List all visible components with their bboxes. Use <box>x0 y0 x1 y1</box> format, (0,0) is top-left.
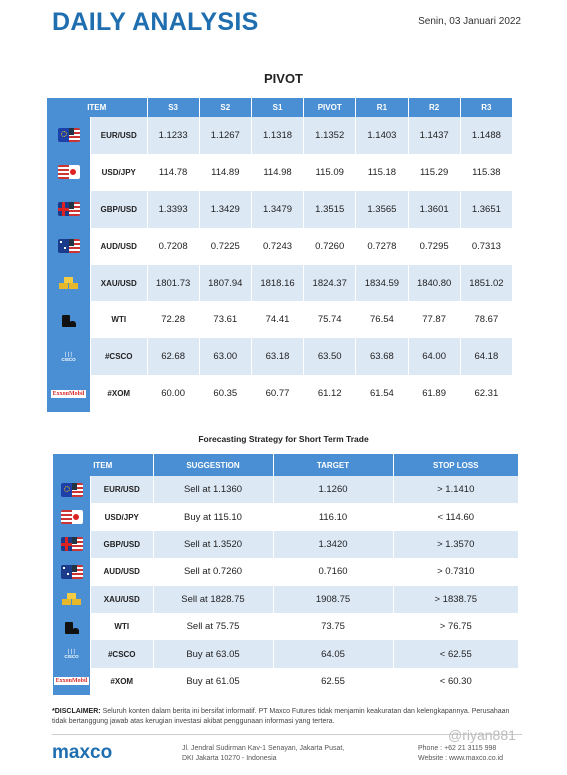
pivot-value-cell: 1.1267 <box>199 117 251 154</box>
pivot-item-label: #XOM <box>107 389 131 399</box>
stop-loss-cell: < 114.60 <box>393 503 519 530</box>
disclaimer-label: *DISCLAIMER: <box>52 708 101 715</box>
forecast-col-header: ITEM <box>53 454 153 476</box>
pivot-value-cell: 61.89 <box>408 375 460 412</box>
exxonmobil-logo-icon: ExxonMobil <box>52 390 85 397</box>
forecast-row <box>53 558 519 585</box>
maxco-logo: maxco <box>52 742 113 763</box>
pivot-value-cell: 1851.02 <box>460 265 512 302</box>
forecast-row <box>53 531 519 558</box>
target-cell: 116.10 <box>273 503 393 530</box>
forecast-item-label: XAU/USD <box>103 594 140 604</box>
pivot-col-header: R1 <box>356 98 408 117</box>
stop-loss-cell: > 1.1410 <box>393 476 519 503</box>
pivot-value-cell: 1834.59 <box>356 265 408 302</box>
pivot-value-cell: 1824.37 <box>304 265 356 302</box>
pivot-value-cell: 0.7295 <box>408 228 460 265</box>
forecast-item-cell <box>53 586 153 613</box>
pivot-value-cell: 77.87 <box>408 301 460 338</box>
pivot-col-header: ITEM <box>47 98 147 117</box>
pivot-value-cell: 73.61 <box>199 301 251 338</box>
gold-bars-icon <box>62 593 82 605</box>
pivot-item-cell <box>47 265 147 302</box>
pivot-value-cell: 1807.94 <box>199 265 251 302</box>
phone: Phone : +62 21 3115 998 <box>418 745 497 752</box>
pivot-row <box>47 301 513 338</box>
pivot-value-cell: 1.1437 <box>408 117 460 154</box>
pivot-value-cell: 60.77 <box>251 375 303 412</box>
stop-loss-cell: > 0.7310 <box>393 558 519 585</box>
gb-us-flag-icon <box>61 537 83 551</box>
stop-loss-cell: > 1.3570 <box>393 531 519 558</box>
pivot-item-label: USD/JPY <box>101 167 136 177</box>
pivot-value-cell: 64.00 <box>408 338 460 375</box>
forecast-item-cell <box>53 558 153 585</box>
pivot-value-cell: 1.3393 <box>147 191 199 228</box>
au-us-flag-icon <box>61 565 83 579</box>
pivot-row <box>47 154 513 191</box>
suggestion-cell: Sell at 1828.75 <box>153 586 273 613</box>
pivot-value-cell: 0.7208 <box>147 228 199 265</box>
address-line-1: Jl. Jendral Sudirman Kav-1 Senayan, Jakarta Pusat, <box>182 745 345 752</box>
forecast-item-cell <box>53 503 153 530</box>
exxonmobil-logo-icon: ExxonMobil <box>55 678 88 685</box>
website-link[interactable]: Website : www.maxco.co.id <box>418 755 504 762</box>
forecast-row <box>53 640 519 667</box>
pivot-value-cell: 1.1352 <box>304 117 356 154</box>
forecast-item-cell <box>53 531 153 558</box>
forecast-row <box>53 586 519 613</box>
forecast-row <box>53 668 519 695</box>
pivot-item-cell <box>47 301 147 338</box>
eu-us-flag-icon <box>58 128 80 142</box>
target-cell: 1908.75 <box>273 586 393 613</box>
gb-us-flag-icon <box>58 202 80 216</box>
pivot-value-cell: 0.7225 <box>199 228 251 265</box>
gold-bars-icon <box>59 277 79 289</box>
pivot-value-cell: 61.12 <box>304 375 356 412</box>
target-cell: 73.75 <box>273 613 393 640</box>
forecast-row <box>53 613 519 640</box>
pivot-value-cell: 63.50 <box>304 338 356 375</box>
forecast-item-label: WTI <box>114 622 130 632</box>
target-cell: 1.3420 <box>273 531 393 558</box>
pivot-value-cell: 115.18 <box>356 154 408 191</box>
pivot-item-cell <box>47 375 147 412</box>
pivot-header-row <box>47 98 513 117</box>
pivot-value-cell: 1.1488 <box>460 117 512 154</box>
pivot-value-cell: 115.09 <box>304 154 356 191</box>
pivot-row <box>47 265 513 302</box>
report-date: Senin, 03 Januari 2022 <box>418 16 521 27</box>
pivot-value-cell: 63.00 <box>199 338 251 375</box>
forecast-col-header: STOP LOSS <box>393 454 519 476</box>
stop-loss-cell: < 62.55 <box>393 640 519 667</box>
pivot-value-cell: 62.68 <box>147 338 199 375</box>
forecast-item-label: #CSCO <box>107 649 136 659</box>
pivot-item-cell <box>47 338 147 375</box>
target-cell: 62.55 <box>273 668 393 695</box>
forecast-header-row <box>53 454 519 476</box>
forecast-item-label: GBP/USD <box>103 539 140 549</box>
pivot-value-cell: 0.7313 <box>460 228 512 265</box>
suggestion-cell: Sell at 1.1360 <box>153 476 273 503</box>
forecast-item-label: AUD/USD <box>103 567 140 577</box>
pivot-row <box>47 338 513 375</box>
pivot-item-label: AUD/USD <box>100 241 137 251</box>
pivot-item-label: #CSCO <box>104 352 133 362</box>
cisco-logo-icon: ┆┆┆ CISCO <box>64 649 79 660</box>
forecast-item-cell <box>53 476 153 503</box>
forecast-item-label: EUR/USD <box>103 485 140 495</box>
suggestion-cell: Sell at 1.3520 <box>153 531 273 558</box>
pivot-item-label: EUR/USD <box>100 130 137 140</box>
pivot-value-cell: 72.28 <box>147 301 199 338</box>
address-line-2: DKI Jakarta 10270 - Indonesia <box>182 755 277 762</box>
pivot-table <box>47 98 513 412</box>
stop-loss-cell: > 76.75 <box>393 613 519 640</box>
pivot-value-cell: 62.31 <box>460 375 512 412</box>
stop-loss-cell: > 1838.75 <box>393 586 519 613</box>
pivot-value-cell: 63.18 <box>251 338 303 375</box>
pivot-value-cell: 114.98 <box>251 154 303 191</box>
stop-loss-cell: < 60.30 <box>393 668 519 695</box>
watermark: @riyan881 <box>448 727 516 743</box>
disclaimer-text: Seluruh konten dalam berita ini bersifat informatif. PT Maxco Futures tidak menjamin keakuratan dan kelengkapannya. Perusahaan tidak bertanggung jawab atas kerugian investasi akibat penggunaan informasi yang tertera. <box>52 708 510 725</box>
pivot-row <box>47 375 513 412</box>
forecast-table <box>53 454 519 695</box>
pivot-row <box>47 117 513 154</box>
pivot-value-cell: 1.1233 <box>147 117 199 154</box>
pivot-value-cell: 1.1403 <box>356 117 408 154</box>
pivot-value-cell: 114.78 <box>147 154 199 191</box>
suggestion-cell: Buy at 115.10 <box>153 503 273 530</box>
pivot-value-cell: 60.35 <box>199 375 251 412</box>
suggestion-cell: Buy at 63.05 <box>153 640 273 667</box>
pivot-item-cell <box>47 117 147 154</box>
target-cell: 1.1260 <box>273 476 393 503</box>
pivot-value-cell: 74.41 <box>251 301 303 338</box>
pivot-value-cell: 1.3479 <box>251 191 303 228</box>
au-us-flag-icon <box>58 239 80 253</box>
pivot-item-label: XAU/USD <box>100 278 137 288</box>
pivot-col-header: S1 <box>251 98 303 117</box>
pivot-value-cell: 76.54 <box>356 301 408 338</box>
pivot-col-header: R3 <box>460 98 512 117</box>
pivot-item-cell <box>47 191 147 228</box>
forecast-item-cell <box>53 640 153 667</box>
cisco-logo-text: CISCO <box>61 356 76 362</box>
pivot-value-cell: 115.38 <box>460 154 512 191</box>
pivot-item-label: GBP/USD <box>100 204 137 214</box>
pivot-value-cell: 1840.80 <box>408 265 460 302</box>
forecast-col-header: SUGGESTION <box>153 454 273 476</box>
pivot-row <box>47 191 513 228</box>
pivot-value-cell: 75.74 <box>304 301 356 338</box>
pivot-value-cell: 60.00 <box>147 375 199 412</box>
pivot-item-cell <box>47 154 147 191</box>
footer-address <box>182 744 344 764</box>
suggestion-cell: Sell at 0.7260 <box>153 558 273 585</box>
pivot-value-cell: 1818.16 <box>251 265 303 302</box>
pivot-value-cell: 114.89 <box>199 154 251 191</box>
footer-contact <box>418 744 503 764</box>
pivot-col-header: S2 <box>199 98 251 117</box>
suggestion-cell: Sell at 75.75 <box>153 613 273 640</box>
forecast-item-cell <box>53 668 153 695</box>
pivot-col-header: R2 <box>408 98 460 117</box>
target-cell: 0.7160 <box>273 558 393 585</box>
cisco-logo-text: CISCO <box>64 654 79 660</box>
pivot-value-cell: 0.7243 <box>251 228 303 265</box>
pivot-value-cell: 0.7278 <box>356 228 408 265</box>
page-title: DAILY ANALYSIS <box>52 8 259 36</box>
eu-us-flag-icon <box>61 483 83 497</box>
pivot-value-cell: 1801.73 <box>147 265 199 302</box>
pivot-value-cell: 1.3651 <box>460 191 512 228</box>
forecast-title: Forecasting Strategy for Short Term Trade <box>198 434 369 444</box>
pivot-value-cell: 64.18 <box>460 338 512 375</box>
pivot-value-cell: 63.68 <box>356 338 408 375</box>
forecast-row <box>53 476 519 503</box>
oil-barrel-icon <box>65 620 79 634</box>
pivot-value-cell: 1.3601 <box>408 191 460 228</box>
forecast-col-header: TARGET <box>273 454 393 476</box>
pivot-item-label: WTI <box>111 315 127 325</box>
us-jp-flag-icon <box>58 165 80 179</box>
pivot-value-cell: 78.67 <box>460 301 512 338</box>
suggestion-cell: Buy at 61.05 <box>153 668 273 695</box>
forecast-item-label: #XOM <box>110 676 134 686</box>
pivot-col-header: PIVOT <box>304 98 356 117</box>
pivot-value-cell: 1.3515 <box>304 191 356 228</box>
pivot-value-cell: 1.3429 <box>199 191 251 228</box>
forecast-item-label: USD/JPY <box>104 512 139 522</box>
forecast-row <box>53 503 519 530</box>
us-jp-flag-icon <box>61 510 83 524</box>
cisco-logo-icon: ┆┆┆ CISCO <box>61 351 76 362</box>
pivot-row <box>47 228 513 265</box>
pivot-col-header: S3 <box>147 98 199 117</box>
pivot-value-cell: 1.3565 <box>356 191 408 228</box>
pivot-value-cell: 115.29 <box>408 154 460 191</box>
pivot-value-cell: 0.7260 <box>304 228 356 265</box>
pivot-title: PIVOT <box>263 71 303 86</box>
oil-barrel-icon <box>62 313 76 327</box>
disclaimer <box>52 707 522 727</box>
pivot-value-cell: 61.54 <box>356 375 408 412</box>
forecast-item-cell <box>53 613 153 640</box>
target-cell: 64.05 <box>273 640 393 667</box>
pivot-item-cell <box>47 228 147 265</box>
pivot-value-cell: 1.1318 <box>251 117 303 154</box>
